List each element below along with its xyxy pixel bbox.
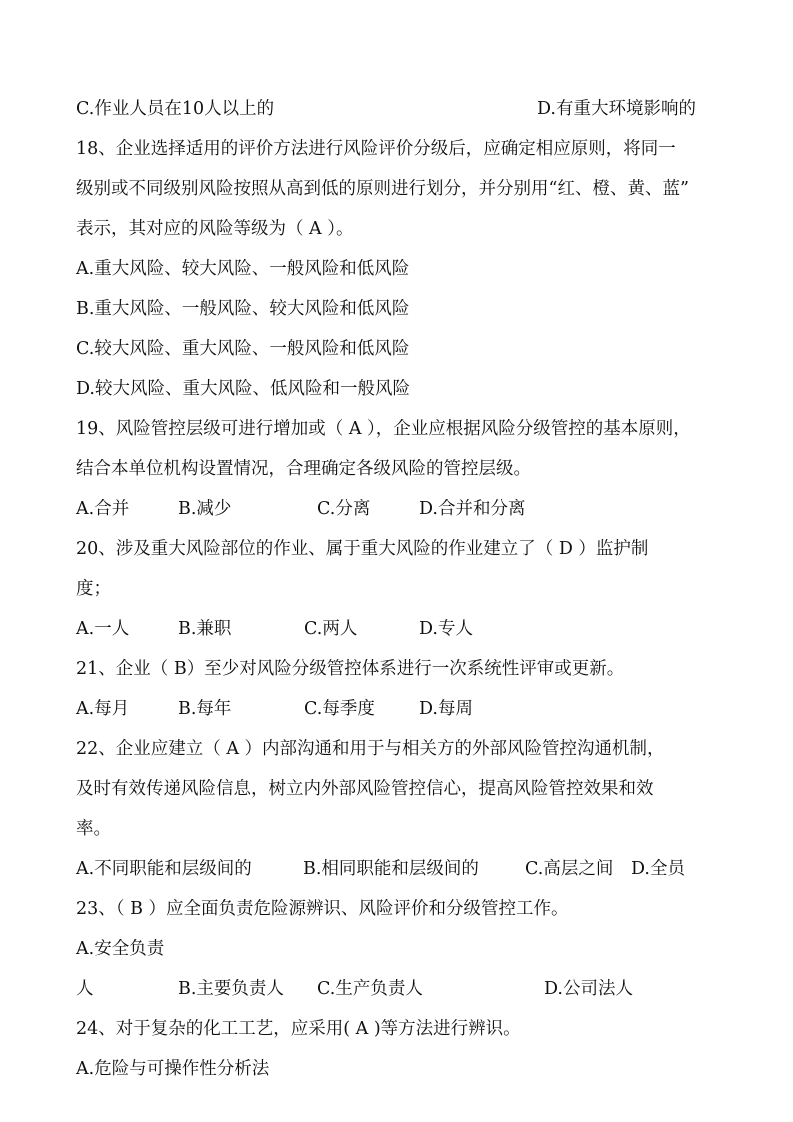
q18-option-b: B.重大风险、一般风险、较大风险和低风险 [76, 299, 410, 319]
q20-option-b: B.兼职 [178, 619, 232, 639]
q23-option-b: B.主要负责人 [178, 979, 284, 999]
q20-option-d: D.专人 [419, 619, 473, 639]
q18-option-c: C.较大风险、重大风险、一般风险和低风险 [76, 339, 410, 359]
q19-option-c: C.分离 [317, 499, 371, 519]
q22-option-b: B.相同职能和层级间的 [303, 859, 479, 879]
q17-option-c: C.作业人员在10人以上的 [76, 99, 275, 119]
q21-option-d: D.每周 [419, 699, 473, 719]
q23-stem-line-1: 23、（ B ）应全面负责危险源辨识、风险评价和分级管控工作。 [76, 899, 569, 919]
q22-stem-line-1: 22、企业应建立（ A ）内部沟通和用于与相关方的外部风险管控沟通机制， [76, 739, 665, 759]
q23-option-a-part1: A.安全负责 [76, 939, 165, 959]
q18-stem-line-3: 表示，其对应的风险等级为（ A ）。 [76, 219, 354, 239]
q18-option-d: D.较大风险、重大风险、低风险和一般风险 [76, 379, 410, 399]
q20-option-c: C.两人 [304, 619, 358, 639]
q18-stem-line-2: 级别或不同级别风险按照从高到低的原则进行划分，并分别用“红、橙、黄、蓝” [76, 179, 689, 199]
q22-option-d: D.全员 [631, 859, 685, 879]
q22-stem-line-3: 率。 [76, 819, 111, 839]
q19-option-d: D.合并和分离 [419, 499, 526, 519]
q21-option-b: B.每年 [178, 699, 232, 719]
q23-option-c: C.生产负责人 [317, 979, 423, 999]
q19-option-a: A.合并 [76, 499, 130, 519]
q24-option-a: A.危险与可操作性分析法 [76, 1059, 270, 1079]
q20-option-a: A.一人 [76, 619, 130, 639]
q19-stem-line-2: 结合本单位机构设置情况，合理确定各级风险的管控层级。 [76, 459, 531, 479]
q17-option-d: D.有重大环境影响的 [537, 99, 696, 119]
q23-option-d: D.公司法人 [544, 979, 633, 999]
q18-option-a: A.重大风险、较大风险、一般风险和低风险 [76, 259, 410, 279]
q21-option-a: A.每月 [76, 699, 130, 719]
q19-stem-line-1: 19、风险管控层级可进行增加或（ A ），企业应根据风险分级管控的基本原则， [76, 419, 691, 439]
q20-stem-line-2: 度； [76, 579, 111, 599]
q22-option-a: A.不同职能和层级间的 [76, 859, 252, 879]
q24-stem-line-1: 24、对于复杂的化工工艺，应采用( A )等方法进行辨识。 [76, 1019, 521, 1039]
q21-stem-line-1: 21、企业（ B）至少对风险分级管控体系进行一次系统性评审或更新。 [76, 659, 625, 679]
q21-option-c: C.每季度 [304, 699, 375, 719]
q20-stem-line-1: 20、涉及重大风险部位的作业、属于重大风险的作业建立了（ D ）监护制 [76, 539, 649, 559]
q22-option-c: C.高层之间 [525, 859, 614, 879]
q18-stem-line-1: 18、企业选择适用的评价方法进行风险评价分级后，应确定相应原则，将同一 [76, 139, 676, 159]
q22-stem-line-2: 及时有效传递风险信息，树立内外部风险管控信心，提高风险管控效果和效 [76, 779, 654, 799]
q23-option-a-part2: 人 [76, 979, 94, 999]
q19-option-b: B.减少 [178, 499, 232, 519]
